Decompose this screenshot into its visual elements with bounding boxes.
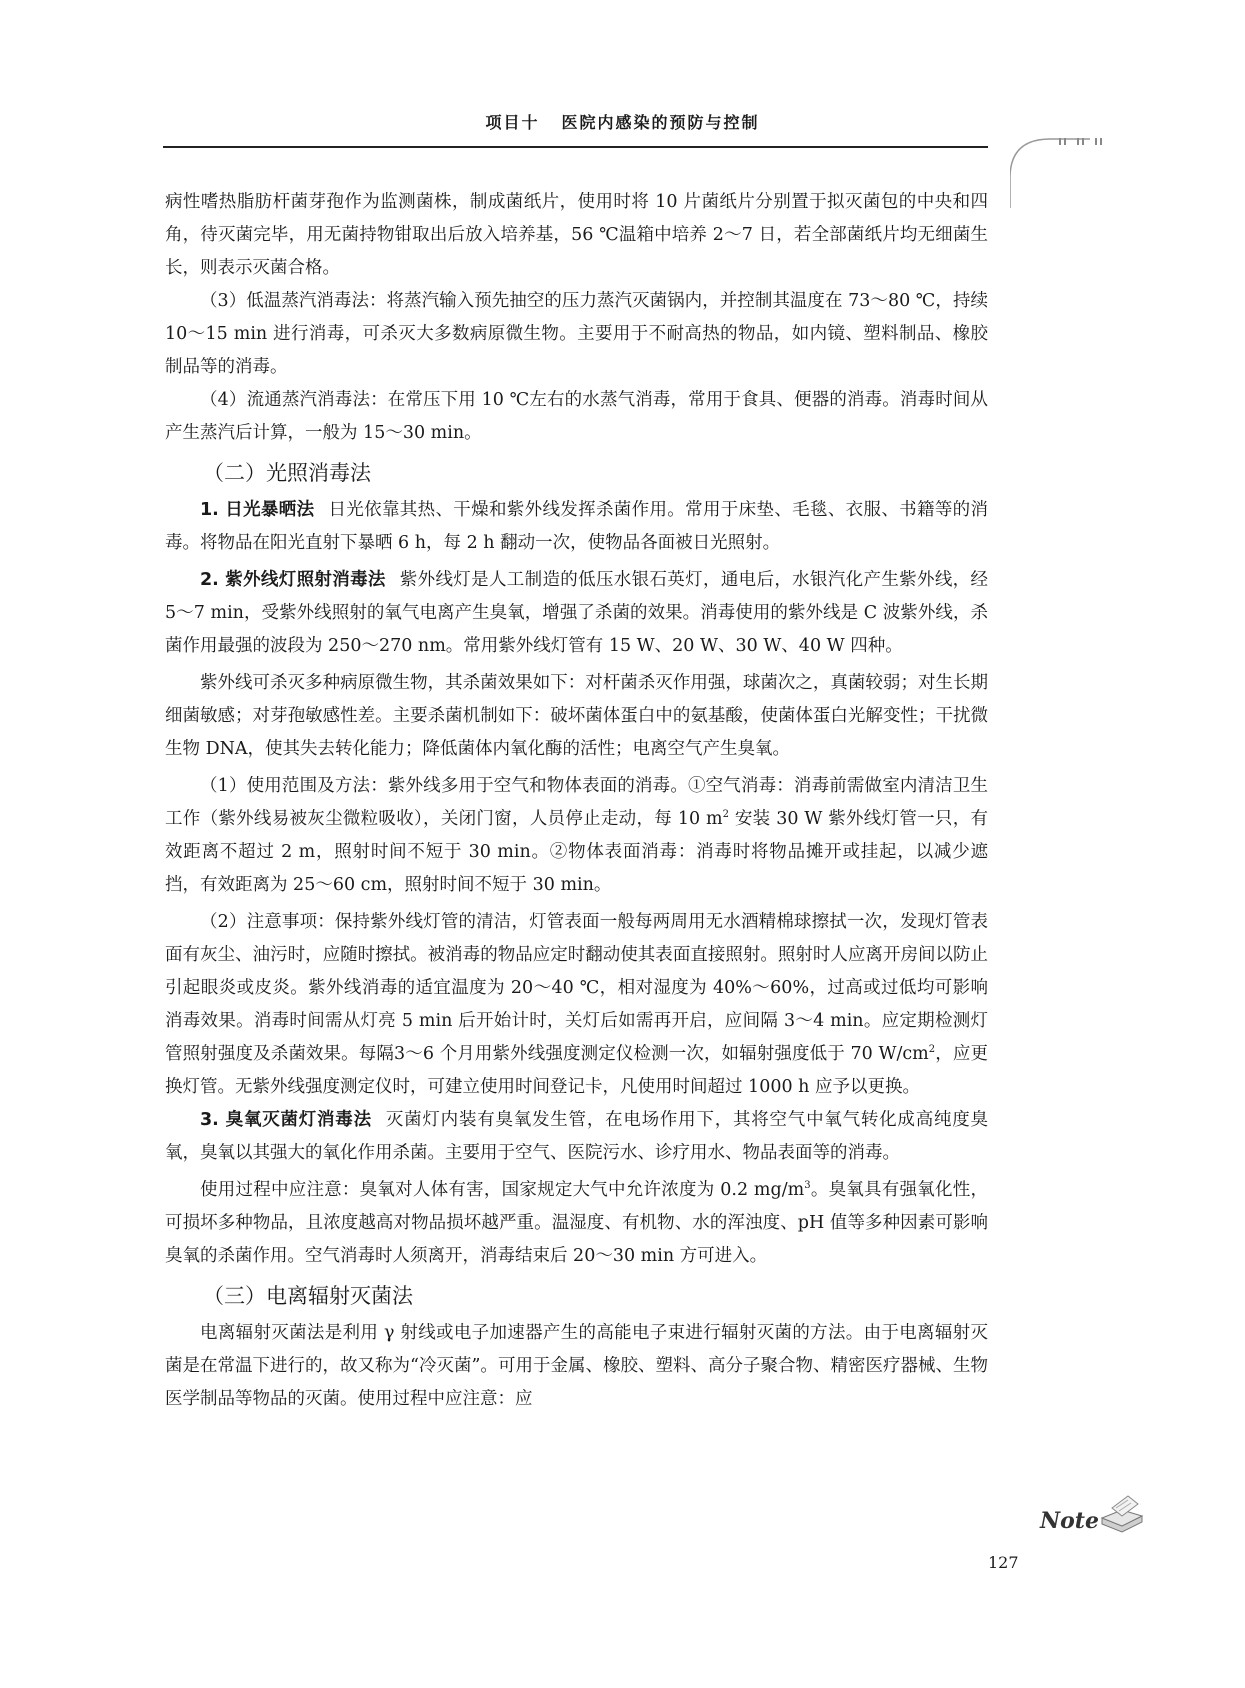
ornament-icon [1010, 138, 1110, 208]
paragraph: 病性嗜热脂肪杆菌芽孢作为监测菌株，制成菌纸片，使用时将 10 片菌纸片分别置于拟灭菌包的中央和四角，待灭菌完毕，用无菌持物钳取出后放入培养基，56 ℃温箱中培养 2～7 日，若全部菌纸片均无细菌生长，则表示灭菌合格。 [165, 192, 988, 278]
page-number: 127 [988, 1553, 1019, 1572]
header-project: 项目十 [485, 113, 540, 132]
note-label: Note [1040, 1508, 1099, 1534]
subsection-title: 1. 日光暴晒法 [200, 500, 315, 520]
subsection-title: 3. 臭氧灭菌灯消毒法 [200, 1110, 372, 1130]
paragraph-text: 日光依靠其热、干燥和紫外线发挥杀菌作用。常用于床垫、毛毯、衣服、书籍等的消毒。将物品在阳光直射下暴晒 6 h，每 2 h 翻动一次，使物品各面被日光照射。 [165, 500, 989, 553]
running-header [0, 110, 1245, 133]
paragraph-text: 安装 30 W 紫外线灯管一只，有效距离不超过 2 m，照射时间不短于 30 min。②物体表面消毒：消毒时将物品摊开或挂起，以减少遮挡，有效距离为 25～60 cm，照射时间不短于 30 min。 [165, 809, 988, 895]
paragraph: （4）流通蒸汽消毒法：在常压下用 10 ℃左右的水蒸气消毒，常用于食具、便器的消毒。消毒时间从产生蒸汽后计算，一般为 15～30 min。 [165, 390, 988, 443]
paragraph: （3）低温蒸汽消毒法：将蒸汽输入预先抽空的压力蒸汽灭菌锅内，并控制其温度在 73～80 ℃，持续 10～15 min 进行消毒，可杀灭大多数病原微生物。主要用于不耐高热的物品，如内镜、塑料制品、橡胶制品等的消毒。 [165, 291, 988, 377]
section-heading: （二）光照消毒法 [203, 461, 371, 485]
superscript: 2 [928, 1044, 936, 1056]
paragraph-text: （1）使用范围及方法：紫外线多用于空气和物体表面的消毒。①空气消毒：消毒前需做室内清洁卫生工作（紫外线易被灰尘微粒吸收），关闭门窗，人员停止走动，每 10 m [165, 776, 988, 829]
paragraph: 电离辐射灭菌法是利用 γ 射线或电子加速器产生的高能电子束进行辐射灭菌的方法。由于电离辐射灭菌是在常温下进行的，故又称为“冷灭菌”。可用于金属、橡胶、塑料、高分子聚合物、精密医疗器械、生物医学制品等物品的灭菌。使用过程中应注意：应 [165, 1323, 988, 1409]
subsection-title: 2. 紫外线灯照射消毒法 [200, 570, 386, 590]
page-body [165, 186, 988, 1416]
paragraph-text: 紫外线灯是人工制造的低压水银石英灯，通电后，水银汽化产生紫外线，经 5～7 min，受紫外线照射的氧气电离产生臭氧，增强了杀菌的效果。消毒使用的紫外线是 C 波紫外线，杀菌作用最强的波段为 250～270 nm。常用紫外线灯管有 15 W、20 W、30 W、40 W 四种。 [165, 570, 989, 656]
paragraph [165, 906, 988, 1104]
paragraph-text: 使用过程中应注意：臭氧对人体有害，国家规定大气中允许浓度为 0.2 mg/m [200, 1180, 805, 1200]
paragraph [165, 494, 988, 560]
header-title: 医院内感染的预防与控制 [561, 113, 760, 132]
paragraph: 紫外线可杀灭多种病原微生物，其杀菌效果如下：对杆菌杀灭作用强，球菌次之，真菌较弱；对生长期细菌敏感；对芽孢敏感性差。主要杀菌机制如下：破坏菌体蛋白中的氨基酸，使菌体蛋白光解变性；干扰微生物 DNA，使其失去转化能力；降低菌体内氧化酶的活性；电离空气产生臭氧。 [165, 673, 988, 759]
superscript: 3 [804, 1180, 811, 1192]
paragraph [165, 1174, 988, 1273]
paragraph-text: （2）注意事项：保持紫外线灯管的清洁，灯管表面一般每两周用无水酒精棉球擦拭一次，发现灯管表面有灰尘、油污时，应随时擦拭。被消毒的物品应定时翻动使其表面直接照射。照射时人应离开房间以防止引起眼炎或皮炎。紫外线消毒的适宜温度为 20～40 ℃，相对湿度为 40%～60%，过高或过低均可影响消毒效果。消毒时间需从灯亮 5 min 后开始计时，关灯后如需再开启，应间隔 3～4 min。应定期检测灯管照射强度及杀菌效果。每隔3～6 个月用紫外线强度测定仪检测一次，如辐射强度低于 70 W/cm [165, 912, 988, 1064]
superscript: 2 [722, 809, 729, 821]
paragraph [165, 770, 988, 902]
section-heading: （三）电离辐射灭菌法 [203, 1284, 413, 1308]
paragraph [165, 1104, 988, 1170]
paragraph-text: 。臭氧具有强氧化性，可损坏多种物品，且浓度越高对物品损坏越严重。温湿度、有机物、水的浑浊度、pH 值等多种因素可影响臭氧的杀菌作用。空气消毒时人须离开，消毒结束后 20～30 min 方可进入。 [165, 1180, 989, 1266]
book-icon [1098, 1490, 1146, 1534]
paragraph [165, 564, 988, 663]
paragraph-text: 灭菌灯内装有臭氧发生管，在电场作用下，其将空气中氧气转化成高纯度臭氧，臭氧以其强大的氧化作用杀菌。主要用于空气、医院污水、诊疗用水、物品表面等的消毒。 [165, 1110, 989, 1163]
paragraph-text: ，应更换灯管。无紫外线强度测定仪时，可建立使用时间登记卡，凡使用时间超过 1000 h 应予以更换。 [165, 1044, 989, 1097]
header-rule [163, 146, 988, 148]
